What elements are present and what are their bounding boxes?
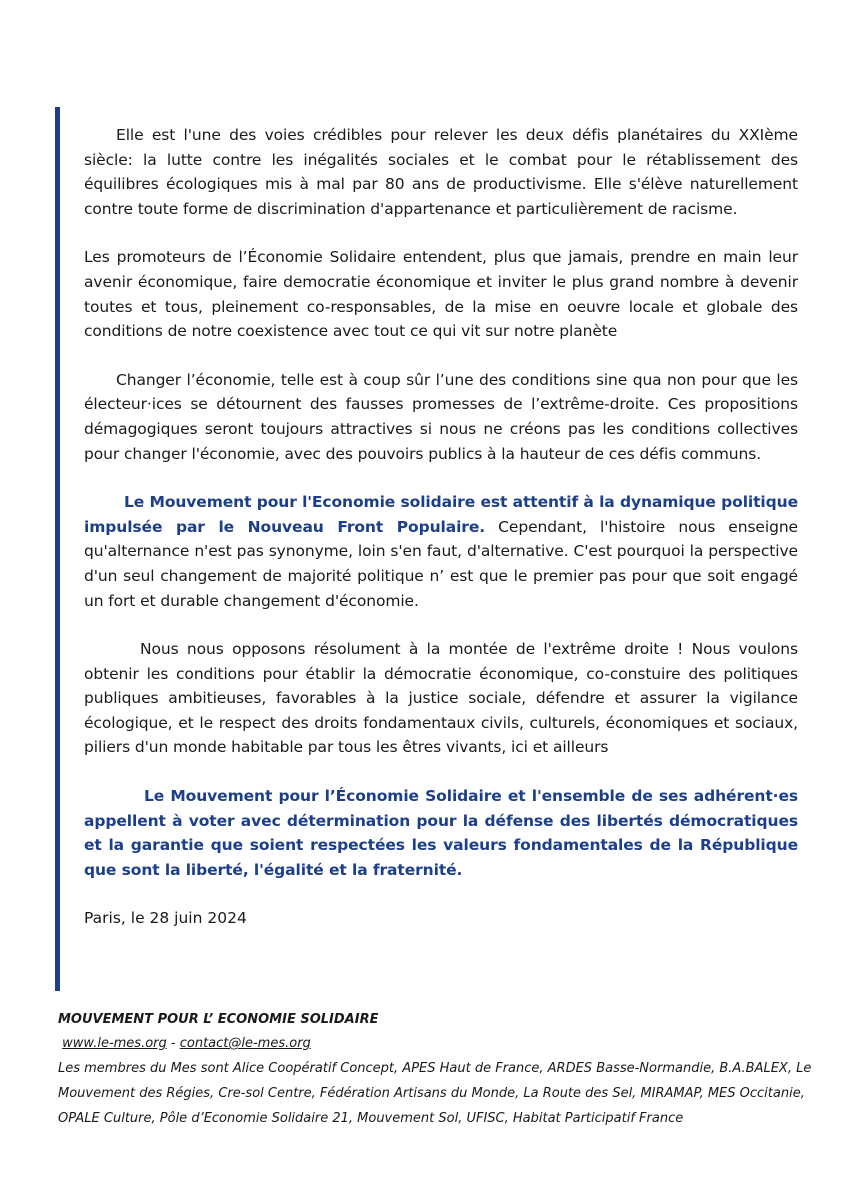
left-accent-bar bbox=[55, 107, 60, 991]
contact-separator: - bbox=[166, 1036, 180, 1051]
paragraph-4 bbox=[84, 490, 798, 613]
document-body bbox=[84, 123, 798, 931]
contact-line bbox=[58, 1032, 828, 1056]
organization-name: MOUVEMENT POUR L’ ECONOMIE SOLIDAIRE bbox=[58, 1012, 379, 1027]
date-line: Paris, le 28 juin 2024 bbox=[84, 909, 247, 928]
members-list: Les membres du Mes sont Alice Coopératif Concept, APES Haut de France, ARDES Basse-Normandie, B.A.BALEX, Le Mouvement des Régies, Cre-sol Centre, Fédération Artisans du Monde, La Route des Sel, MIRAMAP, MES Occitanie, OPALE Culture, Pôle d’Economie Solidaire 21, Mouvement Sol, UFISC, Habitat Participatif France bbox=[58, 1061, 812, 1126]
footer bbox=[58, 1008, 828, 1131]
paragraph-4-highlight: Le Mouvement pour l'Economie solidaire est attentif à la dynamique politique impulsée par le Nouveau Front Populaire. bbox=[84, 493, 798, 536]
paragraph-5: Nous nous opposons résolument à la montée de l'extrême droite ! Nous voulons obtenir les conditions pour établir la démocratie économique, co-constuire des politiques publiques ambitieuses, favorables à la justice sociale, défendre et assurer la vigilance écologique, et le respect des droits fondamentaux civils, culturels, économiques et sociaux, piliers d'un monde habitable par tous les êtres vivants, ici et ailleurs bbox=[84, 640, 798, 757]
paragraph-1: Elle est l'une des voies crédibles pour relever les deux défis planétaires du XXIème siècle: la lutte contre les inégalités sociales et le combat pour le rétablissement des équilibres écologiques mis à mal par 80 ans de productivisme. Elle s'élève naturellement contre toute forme de discrimination d'appartenance et particulièrement de racisme. bbox=[84, 126, 798, 218]
email-link[interactable]: contact@le-mes.org bbox=[179, 1036, 311, 1051]
paragraph-2: Les promoteurs de l’Économie Solidaire entendent, plus que jamais, prendre en main leur avenir économique, faire democratie économique et inviter le plus grand nombre à devenir toutes et tous, pleinement co-responsables, de la mise en oeuvre locale et globale des conditions de notre coexistence avec tout ce qui vit sur notre planète bbox=[84, 248, 798, 341]
paragraph-6-appeal: Le Mouvement pour l’Économie Solidaire et l'ensemble de ses adhérent·es appellent à voter avec détermination pour la défense des libertés démocratiques et la garantie que soient respectées les valeurs fondamentales de la République que sont la liberté, l'égalité et la fraternité. bbox=[84, 787, 798, 879]
website-link[interactable]: www.le-mes.org bbox=[62, 1036, 167, 1051]
paragraph-3: Changer l’économie, telle est à coup sûr l’une des conditions sine qua non pour que les électeur·ices se détournent des fausses promesses de l’extrême-droite. Ces propositions démagogiques seront toujours attractives si nous ne créons pas les conditions collectives pour changer l'économie, avec des pouvoirs publics à la hauteur de ces défis communs. bbox=[84, 370, 798, 463]
paragraph-4-text: Cependant, l'histoire nous enseigne qu'alternance n'est pas synonyme, loin s'en faut, d'alternative. C'est pourquoi la perspective d'un seul changement de majorité politique n’ est que le premier pas pour que soit engagé un fort et durable changement d'économie. bbox=[84, 517, 798, 610]
